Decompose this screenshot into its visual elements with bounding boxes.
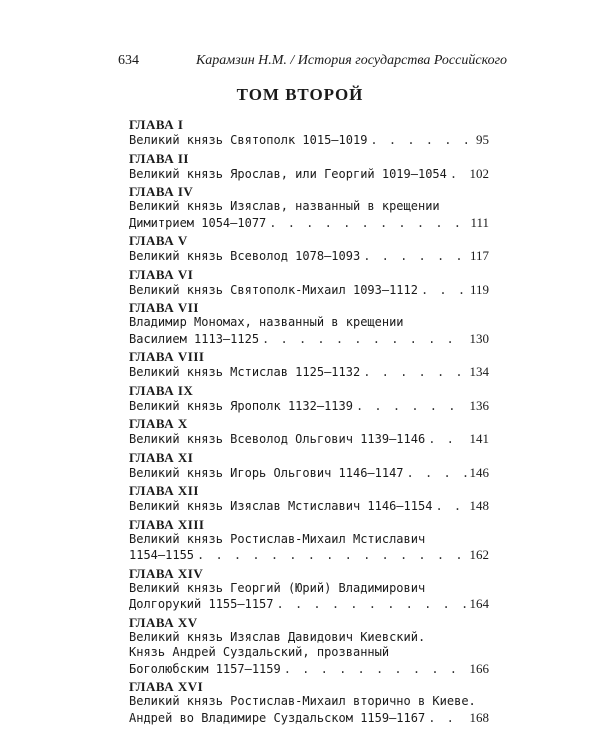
- chapter-label: ГЛАВА XI: [129, 449, 194, 465]
- dot-leader: [284, 662, 467, 678]
- dot-leader: [407, 466, 467, 482]
- chapter-title-text: Великий князь Святополк 1015—1019: [129, 133, 368, 147]
- chapter-title: [129, 282, 489, 299]
- chapter-label: ГЛАВА IX: [129, 382, 194, 398]
- chapter-title: [129, 248, 489, 265]
- dot-leader: [428, 432, 466, 448]
- chapter-title-last-line: [129, 331, 489, 348]
- toc-entry: [129, 383, 489, 417]
- chapter-title-text: Великий князь Ярополк 1132—1139: [129, 398, 353, 413]
- dot-leader: [269, 216, 467, 232]
- volume-title: ТОМ ВТОРОЙ: [236, 85, 364, 104]
- chapter-label: ГЛАВА II: [129, 150, 189, 166]
- chapter-title-text: Великий князь Изяслав Мстиславич 1146—1154: [129, 499, 433, 513]
- toc-page-number: 117: [469, 248, 489, 263]
- chapter-title: [129, 498, 489, 515]
- chapter-title-last-line: [129, 215, 489, 232]
- chapter-title: [129, 532, 489, 564]
- chapter-label: ГЛАВА V: [129, 233, 188, 248]
- chapter-title-line: Великий князь Георгий (Юрий) Владимирович: [129, 580, 426, 595]
- chapter-title: [129, 465, 489, 482]
- chapter-title-last-line: [129, 498, 489, 515]
- chapter-title-last-line: [129, 364, 489, 381]
- chapter-title: [129, 694, 489, 726]
- chapter-title: [129, 630, 489, 678]
- toc-page-number: 111: [470, 214, 489, 230]
- chapter-title-text: Василием 1113—1125: [129, 331, 260, 346]
- chapter-title-text: Великий князь Всеволод Ольгович 1139—1146: [129, 432, 426, 446]
- chapter-title: [129, 431, 489, 448]
- toc-entry: [129, 517, 489, 566]
- chapter-title-line: Великий князь Ростислав-Михаил вторично в Киеве.: [129, 694, 476, 708]
- chapter-title-text: Великий князь Мстислав 1125—1132: [129, 365, 361, 379]
- toc-entry: [129, 233, 489, 267]
- toc-page-number: 166: [469, 660, 489, 676]
- dot-leader: [370, 133, 473, 149]
- chapter-title: [129, 132, 489, 149]
- toc-page-number: 130: [469, 330, 489, 346]
- chapter-label: ГЛАВА IV: [129, 184, 194, 199]
- chapter-title-text: Великий князь Святополк-Михаил 1093—1112: [129, 282, 418, 297]
- toc-entry: [129, 151, 489, 185]
- dot-leader: [356, 399, 467, 415]
- chapter-label: ГЛАВА XIII: [129, 516, 205, 532]
- page-number: 634: [118, 53, 139, 68]
- chapter-label: ГЛАВА VII: [129, 300, 199, 315]
- chapter-label: ГЛАВА XIV: [129, 565, 204, 581]
- chapter-label: ГЛАВА I: [129, 117, 184, 132]
- dot-leader: [277, 597, 467, 613]
- toc-page-number: 164: [469, 596, 489, 611]
- chapter-title: [129, 581, 489, 613]
- chapter-title: [129, 199, 489, 231]
- toc-page-number: 162: [469, 547, 489, 562]
- toc-page-number: 146: [469, 464, 489, 480]
- toc-page-number: 168: [469, 709, 489, 725]
- chapter-title: [129, 364, 489, 381]
- toc-entry: [129, 300, 489, 349]
- toc-entry: [129, 267, 489, 301]
- dot-leader: [262, 332, 466, 348]
- toc-entry: [129, 679, 489, 728]
- chapter-title-last-line: [129, 661, 489, 678]
- toc-entry: [129, 450, 489, 484]
- chapter-title-last-line: [129, 431, 489, 448]
- chapter-title-last-line: [129, 465, 489, 482]
- toc-page-number: 136: [469, 397, 489, 413]
- toc-entry: [129, 566, 489, 615]
- chapter-title-text: Великий князь Ярослав, или Георгий 1019—1054: [129, 166, 447, 181]
- chapter-title-last-line: [129, 132, 489, 149]
- dot-leader: [363, 365, 466, 381]
- chapter-title-text: Боголюбским 1157—1159: [129, 661, 281, 676]
- chapter-title-last-line: [129, 596, 489, 613]
- chapter-title-last-line: [129, 398, 489, 415]
- running-head: Карамзин Н.М. / История государства Российского: [196, 53, 508, 68]
- chapter-title-text: Великий князь Всеволод 1078—1093: [129, 249, 361, 263]
- chapter-label: ГЛАВА XII: [129, 483, 199, 498]
- toc-entry: [129, 416, 489, 450]
- toc-entry: [129, 615, 489, 680]
- chapter-title-last-line: [129, 248, 489, 265]
- chapter-title-text: Долгорукий 1155—1157: [129, 597, 274, 611]
- chapter-label: ГЛАВА XV: [129, 614, 198, 630]
- chapter-title-last-line: [129, 282, 489, 299]
- chapter-title-text: Великий князь Игорь Ольгович 1146—1147: [129, 465, 404, 480]
- toc-entry: [129, 117, 489, 151]
- dot-leader: [435, 499, 466, 515]
- chapter-title-line: Великий князь Изяслав Давидович Киевский.: [129, 629, 426, 644]
- chapter-label: ГЛАВА XVI: [129, 679, 204, 694]
- chapter-title-text: 1154—1155: [129, 548, 195, 562]
- chapter-title-line: Великий князь Ростислав-Михаил Мстиславич: [129, 531, 426, 546]
- toc-entry: [129, 184, 489, 233]
- chapter-title-last-line: [129, 547, 489, 564]
- toc-entry: [129, 483, 489, 517]
- chapter-title-last-line: [129, 166, 489, 183]
- dot-leader: [363, 249, 467, 265]
- toc-entry: [129, 349, 489, 383]
- chapter-label: ГЛАВА VI: [129, 266, 194, 282]
- toc-page-number: 134: [469, 364, 489, 379]
- chapter-title: [129, 166, 489, 183]
- toc-page-number: 102: [469, 165, 489, 181]
- toc-page-number: 95: [476, 132, 489, 147]
- chapter-title-line: Владимир Мономах, названный в крещении: [129, 315, 404, 329]
- toc-page-number: 148: [469, 498, 489, 513]
- toc-page-number: 119: [469, 281, 489, 297]
- chapter-title-line: Великий князь Изяслав, названный в крещении: [129, 199, 440, 213]
- dot-leader: [421, 283, 467, 299]
- chapter-title-last-line: [129, 710, 489, 727]
- dot-leader: [197, 548, 466, 564]
- chapter-title-text: Андрей во Владимире Суздальском 1159—1167: [129, 710, 426, 725]
- dot-leader: [450, 167, 467, 183]
- chapter-title: [129, 315, 489, 347]
- toc-page-number: 141: [469, 431, 489, 446]
- table-of-contents: [129, 117, 489, 728]
- chapter-label: ГЛАВА X: [129, 416, 188, 431]
- chapter-label: ГЛАВА VIII: [129, 349, 205, 364]
- chapter-title-line: Князь Андрей Суздальский, прозванный: [129, 645, 390, 659]
- chapter-title: [129, 398, 489, 415]
- chapter-title-text: Димитрием 1054—1077: [129, 215, 267, 230]
- dot-leader: [428, 711, 466, 727]
